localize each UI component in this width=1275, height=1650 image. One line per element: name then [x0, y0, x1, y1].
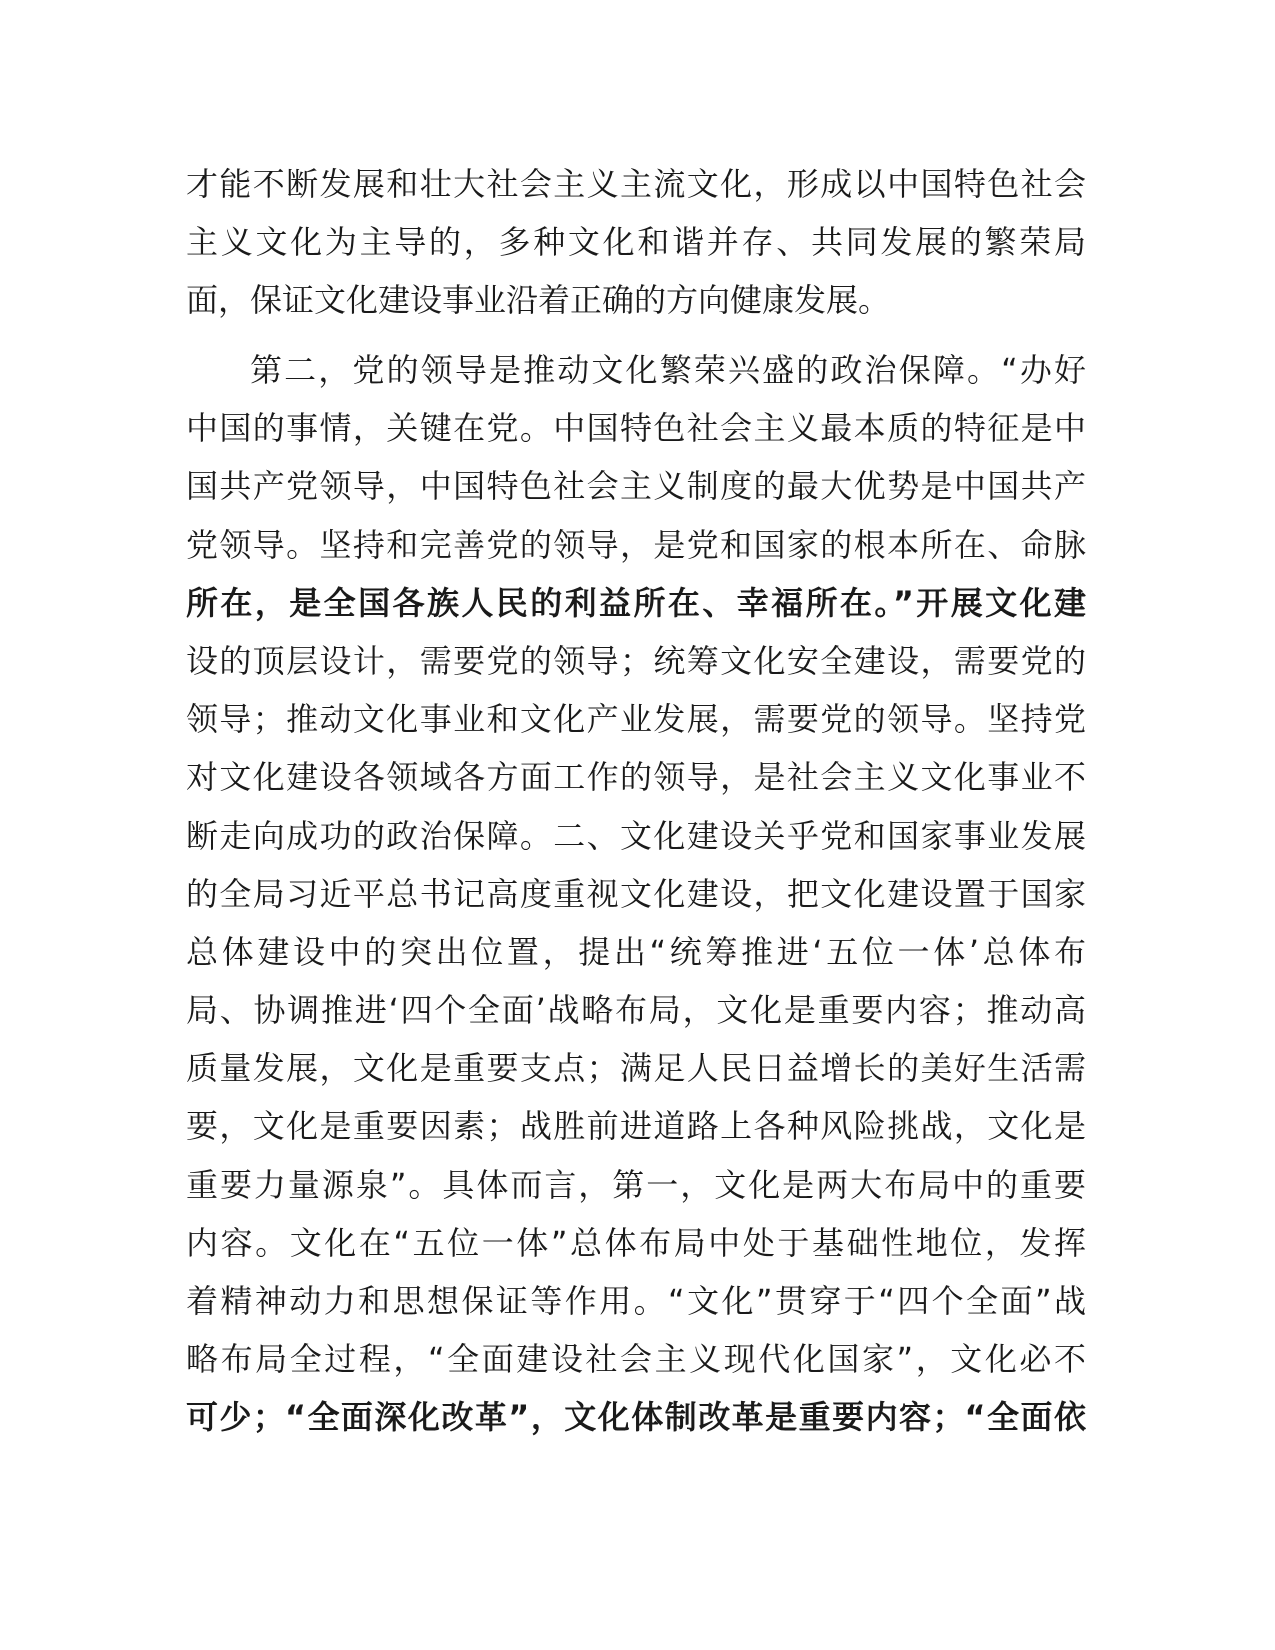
- text-line: 对文化建设各领域各方面工作的领导，是社会主义文化事业不: [186, 758, 1086, 797]
- text-line: 重要力量源泉”。具体而言，第一，文化是两大布局中的重要: [186, 1165, 1086, 1204]
- text-line: 略布局全过程，“全面建设社会主义现代化国家”，文化必不: [186, 1340, 1086, 1379]
- text-line: 断走向成功的政治保障。二、文化建设关乎党和国家事业发展: [186, 816, 1086, 855]
- text-line: 总体建设中的突出位置，提出“统筹推进‘五位一体’总体布: [186, 932, 1086, 971]
- text-line: 第二，党的领导是推动文化繁荣兴盛的政治保障。“办好: [250, 351, 1086, 389]
- text-line: 内容。文化在“五位一体”总体布局中处于基础性地位，发挥: [186, 1223, 1086, 1262]
- text-line: 所在，是全国各族人民的利益所在、幸福所在。”开展文化建: [186, 583, 1086, 622]
- paragraph: [186, 155, 1086, 330]
- text-line: 要，文化是重要因素；战胜前进道路上各种风险挑战，文化是: [186, 1107, 1086, 1146]
- text-line: 局、协调推进‘四个全面’战略布局，文化是重要内容；推动高: [186, 991, 1086, 1030]
- text-line: 主义文化为主导的，多种文化和谐并存、共同发展的繁荣局: [186, 223, 1086, 262]
- text-line: 国共产党领导，中国特色社会主义制度的最大优势是中国共产: [186, 467, 1086, 506]
- text-line: 设的顶层设计，需要党的领导；统筹文化安全建设，需要党的: [186, 641, 1086, 680]
- text-line: 面，保证文化建设事业沿着正确的方向健康发展。: [186, 281, 891, 320]
- text-line: 可少；“全面深化改革”，文化体制改革是重要内容；“全面依: [186, 1398, 1086, 1437]
- text-line: 质量发展，文化是重要支点；满足人民日益增长的美好生活需: [186, 1049, 1086, 1088]
- text-line: 领导；推动文化事业和文化产业发展，需要党的领导。坚持党: [186, 700, 1086, 739]
- text-line: 的全局习近平总书记高度重视文化建设，把文化建设置于国家: [186, 874, 1086, 913]
- text-line: 党领导。坚持和完善党的领导，是党和国家的根本所在、命脉: [186, 525, 1086, 564]
- text-line: 才能不断发展和壮大社会主义主流文化，形成以中国特色社会: [186, 165, 1086, 203]
- text-line: 着精神动力和思想保证等作用。“文化”贯穿于“四个全面”战: [186, 1282, 1086, 1320]
- text-line: 中国的事情，关键在党。中国特色社会主义最本质的特征是中: [186, 409, 1086, 448]
- paragraph: [186, 341, 1086, 1447]
